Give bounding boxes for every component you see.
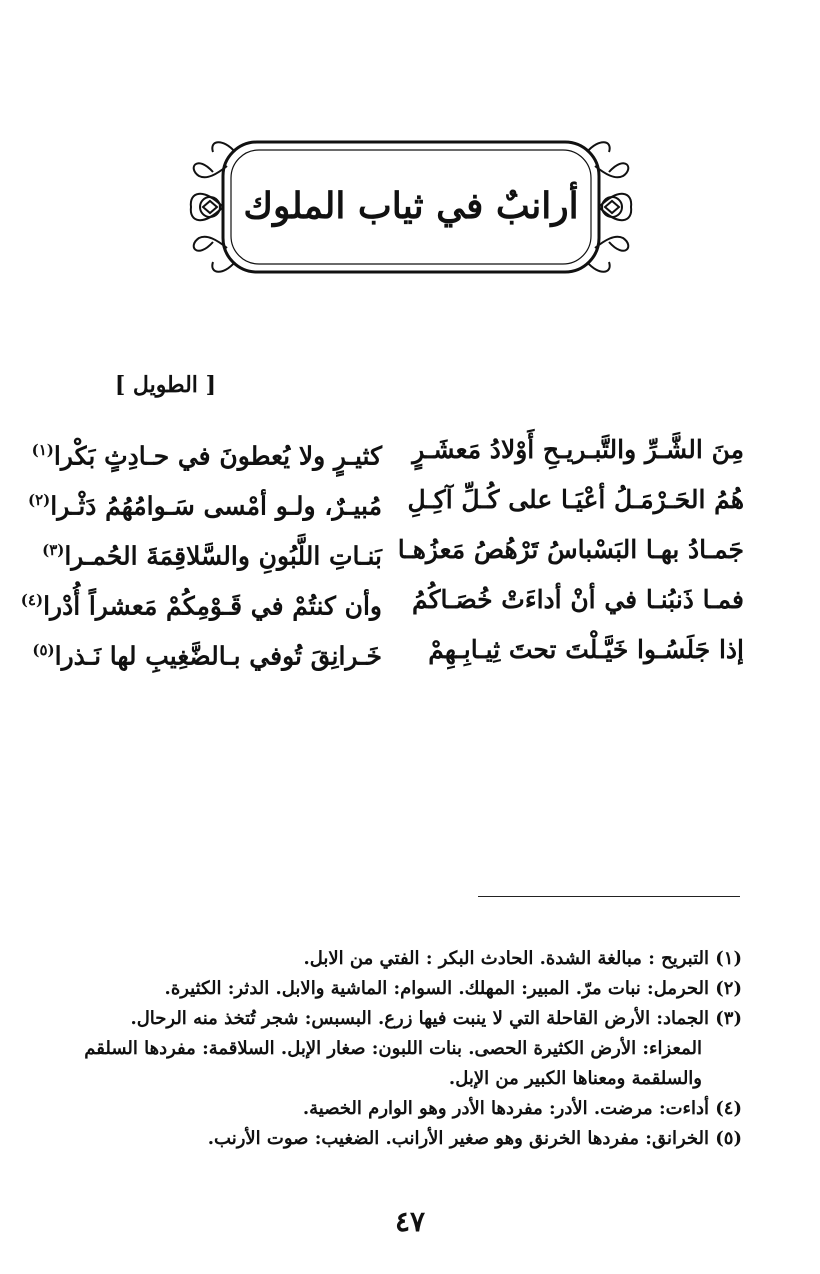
verse-second-text: وأن كنتُمْ في قَـوْمِكُمْ مَعشراً أُدْرا xyxy=(43,591,382,621)
verse-row xyxy=(0,474,820,526)
verse-row xyxy=(0,524,820,576)
footnote-ref: (٤) xyxy=(20,591,44,609)
verse-first-hemistich: فمـا ذَنبُنـا في أنْ أداءَتْ خُصَـاكُمُ xyxy=(411,585,744,614)
verse-second-hemistich xyxy=(32,624,382,682)
footnote-ref: (١) xyxy=(31,441,54,459)
verse-second-text: خَـرانِقَ تُوفي بـالضَّغِيبِ لها نَـذرا xyxy=(54,641,382,671)
footnote-ref: (٣) xyxy=(42,541,65,559)
poem-title: أرانبٌ في ثياب الملوك xyxy=(243,185,579,227)
footnote: (٣) الجماد: الأرض القاحلة التي لا ينبت فيها زرع. البسبس: شجر تُتخذ منه الرحال. xyxy=(130,1008,742,1029)
verse-first-hemistich: هُمُ الحَـرْمَـلُ أعْيَـا على كُـلِّ آكِـلِ xyxy=(407,485,744,514)
meter-label: [ الطويل ] xyxy=(114,372,216,398)
footnote-ref: (٢) xyxy=(27,491,51,509)
footnote-ref: (٥) xyxy=(32,641,55,659)
verse-second-text: كثيـرٍ ولا يُعطونَ في حـادِثٍ بَكْرا xyxy=(53,441,382,471)
footnote: (٤) أداءت: مرضت. الأدر: مفردها الأدر وهو الوارم الخصية. xyxy=(302,1098,742,1119)
footnote-continuation: والسلقمة ومعناها الكبير من الإبل. xyxy=(448,1068,702,1089)
footnote: (٥) الخرانق: مفردها الخرنق وهو صغير الأرانب. الضغيب: صوت الأرنب. xyxy=(207,1128,742,1149)
footnote: (١) التبريح : مبالغة الشدة. الحادث البكر : الفتي من الابل. xyxy=(303,948,742,969)
verse-first-hemistich: إذا جَلَسُـوا خَيَّـلْتَ تحتَ ثِيـابِـهِمْ xyxy=(428,635,744,664)
footnote-divider xyxy=(478,896,740,897)
verse-row xyxy=(0,624,820,676)
page-number: ٤٧ xyxy=(394,1205,426,1238)
verse-first-hemistich: جَمـادُ بهـا البَسْباسُ تَرْهُصُ مَعزُهـا xyxy=(397,535,744,564)
verse-row xyxy=(0,574,820,626)
title-cartouche xyxy=(183,132,639,282)
verse-second-text: مُبيـرٌ، ولـو أمْسى سَـوامُهُمُ دَثْـرا xyxy=(50,491,382,521)
verse-second-text: بَنـاتِ اللَّبُونِ والسَّلاقِمَةَ الحُمـرا xyxy=(64,541,382,571)
verse-first-hemistich: مِنَ الشَّـرِّ والتَّبـريـحِ أَوْلادُ مَعشَـرٍ xyxy=(412,435,744,464)
footnote: (٢) الحرمل: نبات مرّ. المبير: المهلك. السوام: الماشية والابل. الدثر: الكثيرة. xyxy=(164,978,742,999)
footnotes xyxy=(42,944,742,1154)
footnote-continuation: المعزاء: الأرض الكثيرة الحصى. بنات اللبون: صغار الإبل. السلاقمة: مفردها السلقم xyxy=(84,1038,702,1059)
verse-row xyxy=(0,424,820,476)
